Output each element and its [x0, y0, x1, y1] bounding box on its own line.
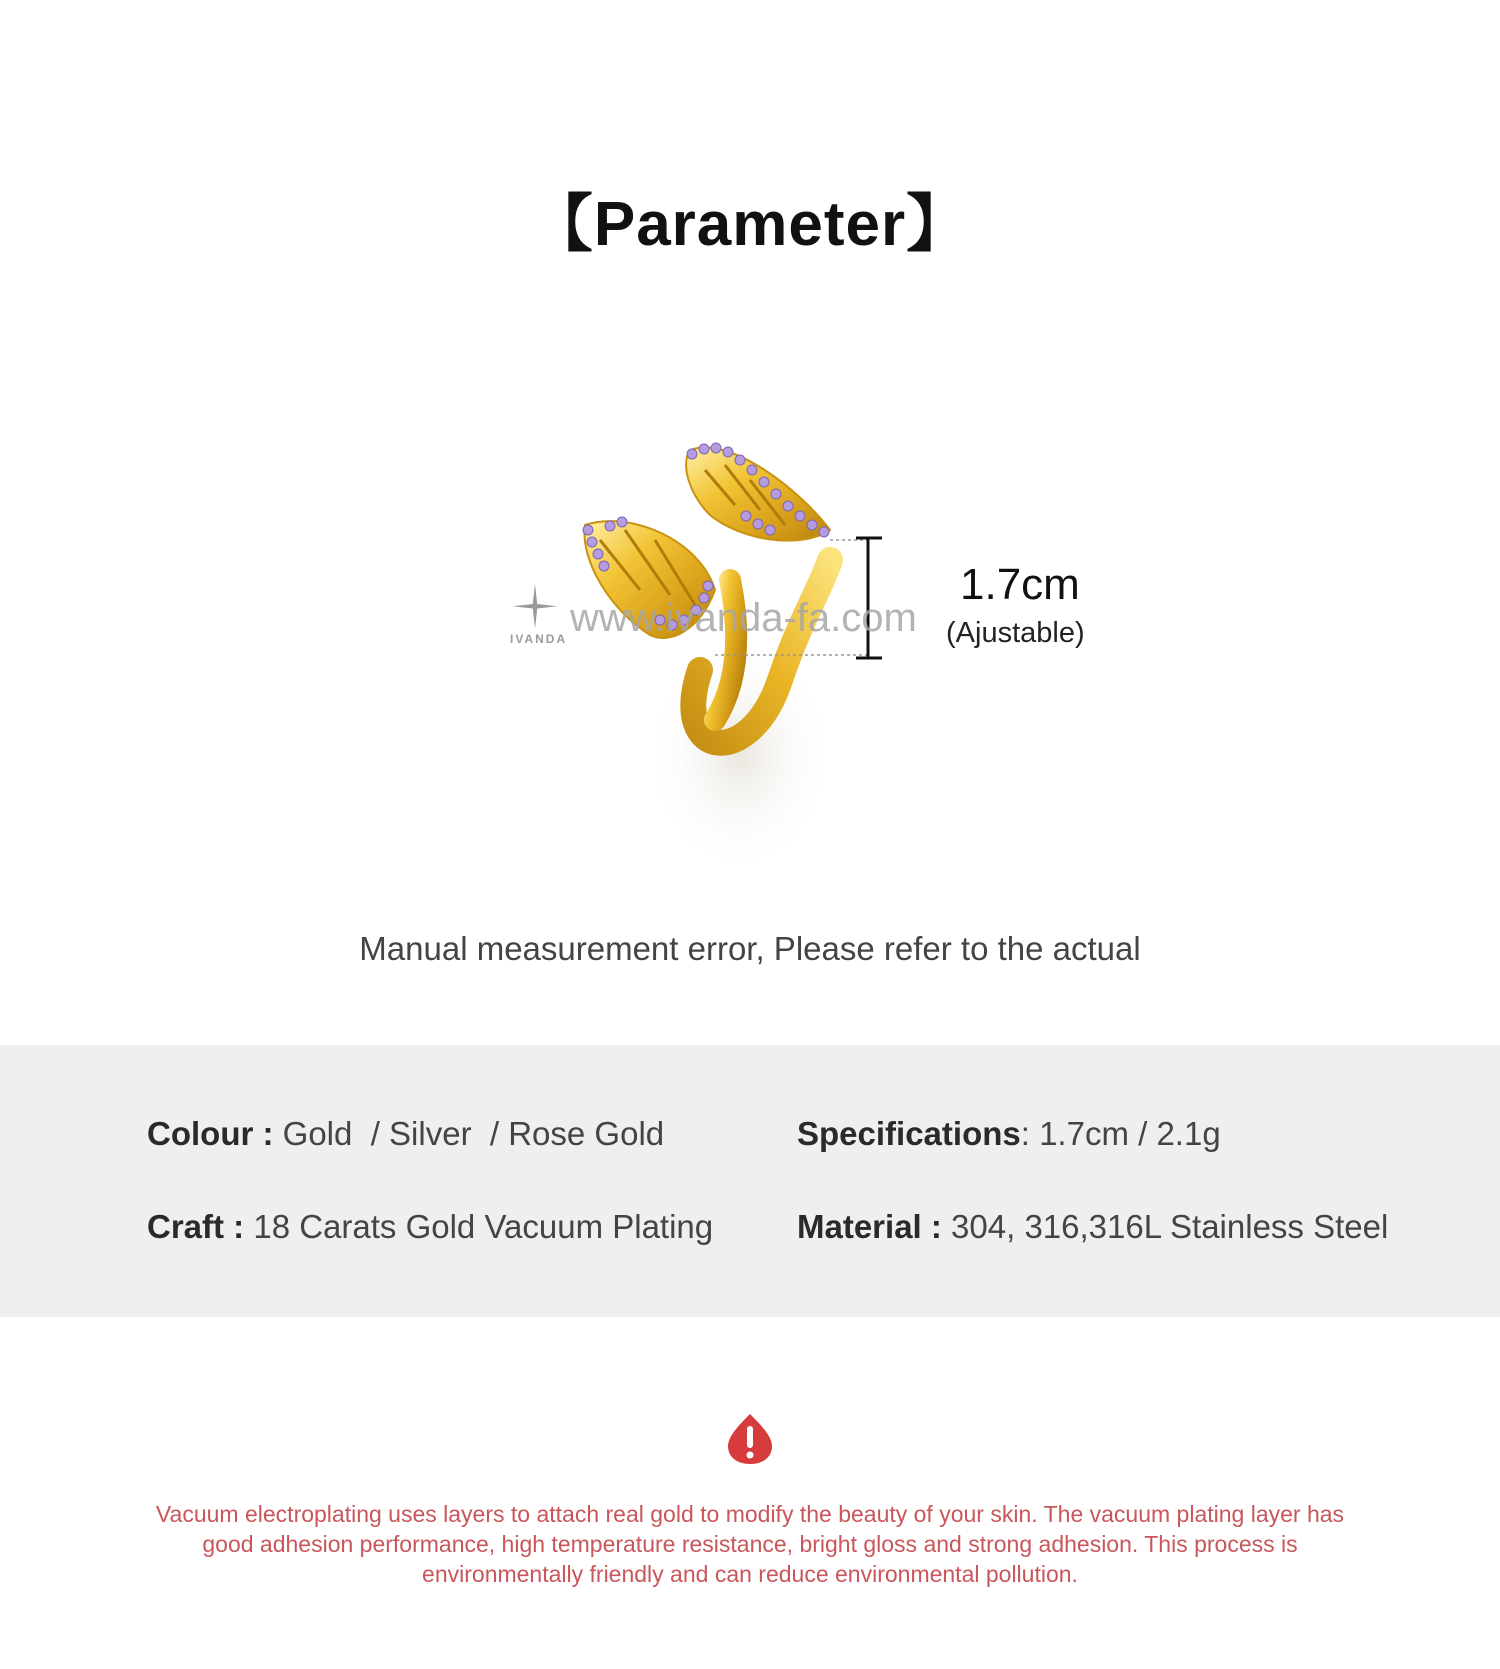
spec-specifications-label: Specifications	[797, 1115, 1021, 1152]
plating-warning-text: Vacuum electroplating uses layers to attach real gold to modify the beauty of your skin. The vacuum plating layer has good adhesion performance, high temperature resistance, bright gloss and strong adhesion. This process is environmentally friendly and can reduce environmental pollution.	[155, 1501, 1345, 1587]
spec-material-value: 304, 316,316L Stainless Steel	[951, 1208, 1389, 1245]
spec-craft	[147, 1208, 713, 1246]
spec-specifications-value: : 1.7cm / 2.1g	[1020, 1115, 1221, 1152]
specifications-panel	[0, 1045, 1500, 1317]
spec-colour	[147, 1115, 664, 1153]
spec-colour-value: Gold / Silver / Rose Gold	[282, 1115, 665, 1152]
exclamation-warning-icon	[726, 1412, 774, 1466]
watermark-url: www.ivanda-fa.com	[570, 596, 917, 640]
dimension-note: (Ajustable)	[946, 617, 1085, 649]
watermark	[505, 580, 965, 660]
page-title: 【Parameter】	[530, 189, 970, 259]
dimension-value: 1.7cm	[960, 560, 1080, 609]
measurement-disclaimer: Manual measurement error, Please refer to the actual	[359, 930, 1141, 967]
spec-material-label: Material :	[797, 1208, 942, 1245]
spec-colour-label: Colour :	[147, 1115, 274, 1152]
spec-specifications	[797, 1115, 1221, 1153]
spec-material	[797, 1208, 1388, 1246]
spec-craft-value: 18 Carats Gold Vacuum Plating	[253, 1208, 714, 1245]
spec-craft-label: Craft :	[147, 1208, 245, 1245]
watermark-brand: IVANDA	[510, 632, 568, 646]
